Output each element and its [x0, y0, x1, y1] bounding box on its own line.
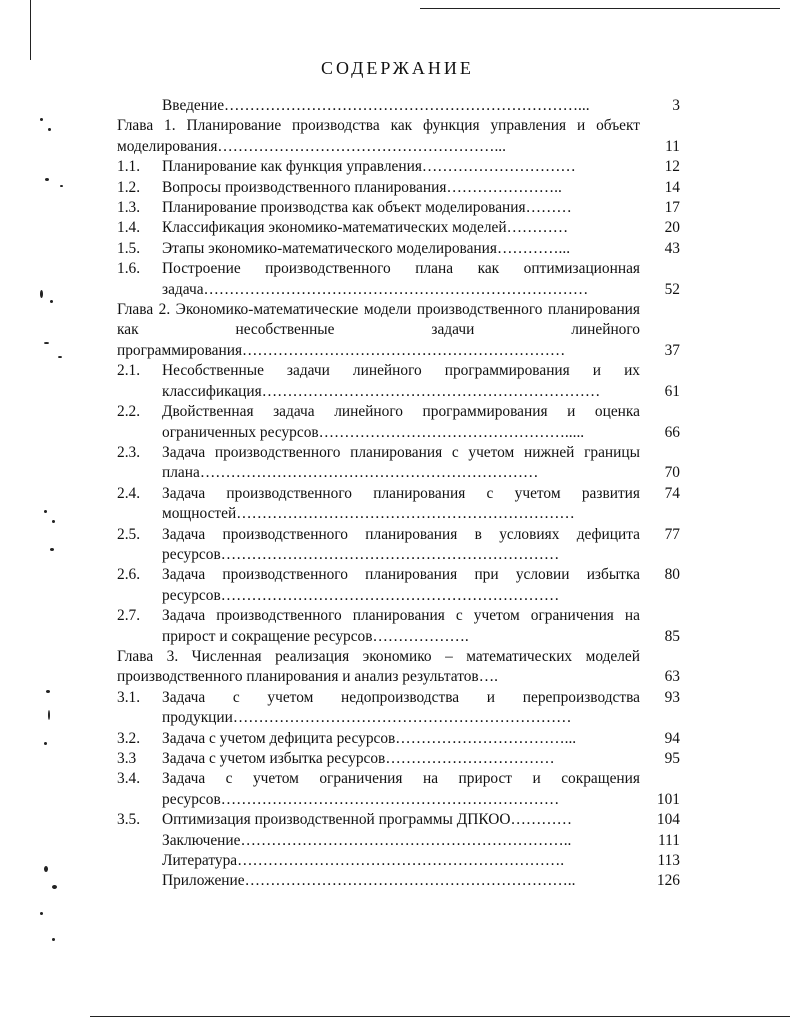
toc-entry	[117, 178, 680, 198]
toc-entry-page: 111	[658, 831, 680, 849]
toc-entry-title: Двойственная задача линейного программирования и оценка ограниченных ресурсов………………………………………….....	[162, 403, 640, 441]
toc-entry-number: 2.7.	[117, 607, 141, 625]
toc-entry	[117, 218, 680, 238]
toc-entry-page: 77	[664, 525, 680, 543]
scan-speck	[44, 510, 47, 513]
toc-entry	[117, 810, 680, 830]
toc-entry-title: Задача производственного планирования в условиях дефицита ресурсов…………………………………………………………	[162, 525, 640, 563]
toc-entry	[117, 96, 680, 116]
toc-entry-page: 126	[656, 872, 680, 890]
toc-entry-page: 101	[656, 790, 680, 808]
scan-speck	[48, 710, 50, 720]
toc-entry-number: 2.2.	[117, 403, 141, 421]
toc-entry	[117, 239, 680, 259]
toc-entry	[117, 198, 680, 218]
toc-entry-page: 11	[665, 137, 680, 155]
toc-entry	[117, 871, 680, 891]
toc-entry-title: Классификация экономико-математических моделей…………	[162, 219, 569, 237]
toc-entry-number: 2.5.	[117, 525, 141, 543]
scan-speck	[52, 885, 57, 889]
toc-entry-title: Этапы экономико-математического моделирования…………...	[162, 239, 571, 257]
toc-entry-title: Задача производственного планирования с учетом нижней границы плана…………………………………………………………	[162, 443, 640, 482]
toc-entry	[117, 851, 680, 871]
toc-entry	[117, 647, 680, 688]
toc-entry-number: 3.1.	[117, 688, 141, 706]
scan-speck	[45, 178, 49, 181]
toc-entry-title: Задача производственного планирования с учетом развития мощностей…………………………………………………………	[162, 484, 640, 523]
toc-entry	[117, 259, 680, 300]
scan-border-top	[420, 8, 780, 9]
toc-entry	[117, 688, 680, 729]
scan-speck	[40, 290, 43, 298]
toc-entry	[117, 565, 680, 606]
scan-border-bottom	[90, 1016, 790, 1017]
toc-entry-number: 1.5.	[117, 239, 141, 257]
toc-entry-number: 3.3	[117, 750, 137, 767]
scan-speck	[52, 520, 55, 523]
toc-entry-number: 1.1.	[117, 158, 141, 176]
scan-border-left	[30, 0, 31, 60]
toc-entry	[117, 157, 680, 177]
toc-entry-page: 93	[664, 688, 680, 706]
scan-speck	[46, 690, 50, 693]
scan-speck	[44, 866, 48, 872]
toc-entry	[117, 831, 680, 851]
toc-entry-title: Задача с учетом недопроизводства и перепроизводства продукции…………………………………………………………	[162, 688, 640, 727]
toc-entry-title: Построение производственного плана как оптимизационная задача…………………………………………………………………	[162, 260, 640, 298]
toc-entry-page: 80	[664, 566, 680, 584]
toc-entry-page: 43	[664, 239, 680, 257]
toc-entry	[117, 769, 680, 810]
toc-entry-title: Глава 2. Экономико-математические модели производственного планирования как несобственные задачи линейного программирования………………………………………………………	[117, 301, 640, 359]
toc-entry	[117, 749, 680, 769]
scan-speck	[40, 118, 43, 121]
toc-entry-page: 37	[664, 341, 680, 359]
toc-entry-page: 70	[664, 464, 680, 482]
toc-entry-page: 17	[664, 199, 680, 217]
scan-speck	[52, 938, 55, 941]
toc-entry-page: 66	[664, 423, 680, 441]
toc-entry-page: 95	[664, 750, 680, 767]
scan-speck	[40, 912, 43, 915]
toc-entry-title: Планирование производства как объект моделирования………	[162, 199, 572, 217]
toc-entry-number: 3.5.	[117, 811, 141, 829]
toc-entry-page: 3	[672, 97, 680, 114]
toc-entry-number: 3.2.	[117, 729, 141, 747]
toc-entry-title: Задача с учетом ограничения на прирост и сокращения ресурсов…………………………………………………………	[162, 770, 640, 808]
toc-entry-title: Задача с учетом дефицита ресурсов……………………………...	[162, 729, 577, 747]
toc-entry	[117, 525, 680, 566]
scan-speck	[60, 185, 63, 187]
toc-entry-title: Приложение………………………………………………………..	[162, 872, 576, 890]
toc-entry-number: 2.3.	[117, 443, 141, 461]
toc-entry-page: 104	[656, 811, 680, 829]
toc-entry-title: Вопросы производственного планирования…………………..	[162, 178, 562, 196]
toc-entry-number: 1.2.	[117, 178, 141, 196]
toc-entry-title: Введение……………………………………………………………...	[162, 97, 590, 114]
toc-entry	[117, 116, 680, 157]
toc-entry-title: Оптимизация производственной программы ДПКОО…………	[162, 811, 573, 829]
scan-speck	[48, 128, 51, 131]
toc-entry-title: Литература……………………………………………………….	[162, 852, 565, 870]
table-of-contents	[117, 96, 680, 892]
toc-entry	[117, 300, 680, 361]
toc-entry-title: Задача с учетом избытка ресурсов……………………………	[162, 750, 555, 767]
toc-entry-number: 3.4.	[117, 770, 141, 788]
toc-entry-number: 2.1.	[117, 362, 141, 380]
toc-entry-page: 61	[664, 382, 680, 400]
toc-entry-title: Глава 3. Численная реализация экономико – математических моделей производственного планирования и анализ результатов….	[117, 647, 640, 686]
scan-speck	[58, 356, 62, 358]
toc-entry-page: 94	[664, 729, 680, 747]
toc-entry-page: 20	[664, 219, 680, 237]
toc-entry-page: 63	[664, 668, 680, 686]
toc-entry	[117, 484, 680, 525]
scan-speck	[44, 742, 47, 745]
toc-entry-page: 14	[664, 178, 680, 196]
toc-entry	[117, 443, 680, 484]
toc-entry-number: 1.6.	[117, 260, 141, 278]
toc-entry	[117, 606, 680, 647]
toc-entry	[117, 729, 680, 749]
toc-entry-title: Несобственные задачи линейного программирования и их классификация…………………………………………………………	[162, 362, 640, 400]
toc-entry-page: 113	[657, 852, 680, 870]
toc-entry-title: Задача производственного планирования с учетом ограничения на прирост и сокращение ресурсов……………….	[162, 607, 640, 645]
toc-entry-page: 12	[664, 158, 680, 176]
scan-speck	[50, 548, 54, 551]
toc-entry-number: 1.4.	[117, 219, 141, 237]
toc-entry-title: Заключение………………………………………………………..	[162, 831, 572, 849]
scan-speck	[50, 300, 53, 303]
toc-entry-number: 1.3.	[117, 199, 141, 217]
toc-entry-page: 85	[664, 627, 680, 645]
toc-entry-number: 2.4.	[117, 484, 141, 502]
toc-entry-title: Задача производственного планирования при условии избытка ресурсов…………………………………………………………	[162, 566, 640, 604]
toc-entry-page: 52	[664, 280, 680, 298]
toc-entry-title: Планирование как функция управления…………………………	[162, 158, 576, 176]
page-title: СОДЕРЖАНИЕ	[321, 58, 474, 78]
toc-entry-title: Глава 1. Планирование производства как функция управления и объект моделирования………………………………………………...	[117, 117, 640, 155]
scan-speck	[44, 342, 49, 344]
toc-entry	[117, 361, 680, 402]
toc-entry-number: 2.6.	[117, 566, 141, 584]
toc-entry	[117, 402, 680, 443]
toc-entry-page: 74	[664, 484, 680, 502]
